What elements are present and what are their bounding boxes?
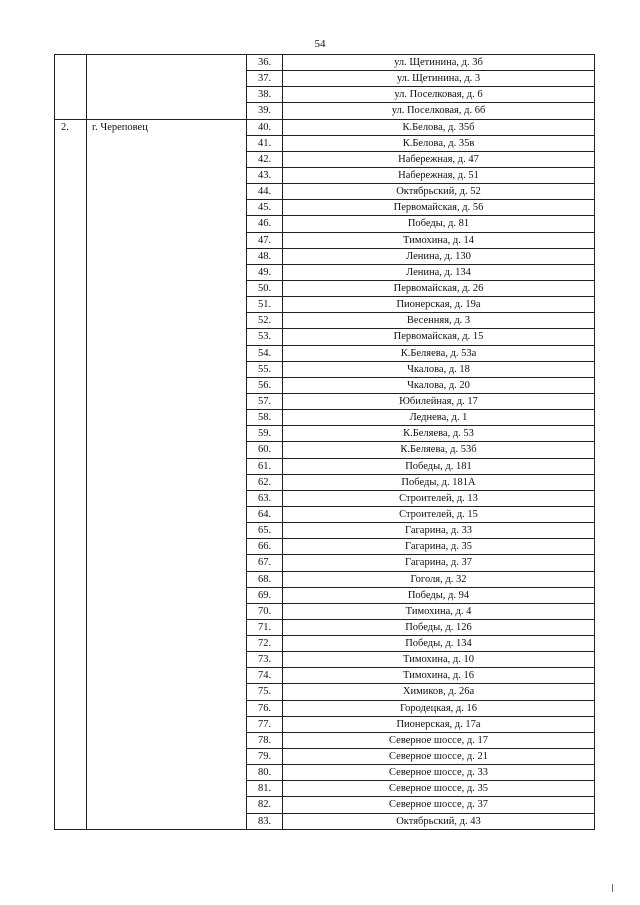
row-index-cell: 38.	[247, 87, 283, 103]
row-index-cell: 61.	[247, 458, 283, 474]
address-table	[54, 54, 595, 830]
address-cell: ул. Щетинина, д. 3	[283, 71, 595, 87]
row-index-cell: 52.	[247, 313, 283, 329]
row-index-cell: 42.	[247, 151, 283, 167]
address-table-frame	[54, 54, 595, 830]
row-index-cell: 36.	[247, 55, 283, 71]
row-index-cell: 58.	[247, 410, 283, 426]
row-index-cell: 39.	[247, 103, 283, 119]
address-cell: Тимохина, д. 14	[283, 232, 595, 248]
address-cell: Городецкая, д. 16	[283, 700, 595, 716]
table-row	[55, 55, 595, 71]
row-index-cell: 74.	[247, 668, 283, 684]
row-index-cell: 55.	[247, 361, 283, 377]
row-index-cell: 72.	[247, 636, 283, 652]
address-cell: Тимохина, д. 16	[283, 668, 595, 684]
row-index-cell: 67.	[247, 555, 283, 571]
row-index-cell: 80.	[247, 765, 283, 781]
row-index-cell: 43.	[247, 167, 283, 183]
row-index-cell: 81.	[247, 781, 283, 797]
row-index-cell: 83.	[247, 813, 283, 829]
row-index-cell: 68.	[247, 571, 283, 587]
address-cell: Северное шоссе, д. 33	[283, 765, 595, 781]
address-cell: Гагарина, д. 37	[283, 555, 595, 571]
address-cell: Ленина, д. 134	[283, 264, 595, 280]
row-index-cell: 51.	[247, 297, 283, 313]
address-cell: Пионерская, д. 19а	[283, 297, 595, 313]
address-cell: Победы, д. 94	[283, 587, 595, 603]
address-cell: Набережная, д. 51	[283, 167, 595, 183]
row-index-cell: 53.	[247, 329, 283, 345]
row-index-cell: 37.	[247, 71, 283, 87]
row-index-cell: 54.	[247, 345, 283, 361]
row-index-cell: 73.	[247, 652, 283, 668]
address-cell: Леднева, д. 1	[283, 410, 595, 426]
address-cell: Победы, д. 181	[283, 458, 595, 474]
address-cell: Строителей, д. 15	[283, 506, 595, 522]
section-number-cell	[55, 55, 87, 120]
row-index-cell: 79.	[247, 749, 283, 765]
address-cell: Победы, д. 81	[283, 216, 595, 232]
address-cell: Победы, д. 181А	[283, 474, 595, 490]
address-cell: Победы, д. 134	[283, 636, 595, 652]
row-index-cell: 66.	[247, 539, 283, 555]
row-index-cell: 65.	[247, 523, 283, 539]
address-cell: Гагарина, д. 35	[283, 539, 595, 555]
address-cell: К.Белова, д. 35б	[283, 119, 595, 135]
address-cell: ул. Поселковая, д. 6б	[283, 103, 595, 119]
row-index-cell: 47.	[247, 232, 283, 248]
row-index-cell: 45.	[247, 200, 283, 216]
address-cell: К.Беляева, д. 53а	[283, 345, 595, 361]
address-cell: Ленина, д. 130	[283, 248, 595, 264]
page-number: 54	[314, 38, 326, 50]
row-index-cell: 69.	[247, 587, 283, 603]
row-index-cell: 44.	[247, 184, 283, 200]
address-cell: Северное шоссе, д. 35	[283, 781, 595, 797]
address-cell: Весенняя, д. 3	[283, 313, 595, 329]
address-cell: ул. Поселковая, д. 6	[283, 87, 595, 103]
row-index-cell: 82.	[247, 797, 283, 813]
section-number-cell: 2.	[55, 119, 87, 829]
address-cell: Первомайская, д. 26	[283, 280, 595, 296]
row-index-cell: 59.	[247, 426, 283, 442]
address-cell: Юбилейная, д. 17	[283, 393, 595, 409]
address-cell: Чкалова, д. 20	[283, 377, 595, 393]
address-cell: Набережная, д. 47	[283, 151, 595, 167]
address-cell: Пионерская, д. 17а	[283, 716, 595, 732]
address-cell: ул. Щетинина, д. 3б	[283, 55, 595, 71]
row-index-cell: 77.	[247, 716, 283, 732]
row-index-cell: 71.	[247, 619, 283, 635]
scan-margin-mark	[612, 884, 613, 892]
address-cell: Октябрьский, д. 52	[283, 184, 595, 200]
row-index-cell: 40.	[247, 119, 283, 135]
address-cell: Северное шоссе, д. 21	[283, 749, 595, 765]
row-index-cell: 64.	[247, 506, 283, 522]
row-index-cell: 50.	[247, 280, 283, 296]
address-cell: Первомайская, д. 15	[283, 329, 595, 345]
address-cell: К.Беляева, д. 53	[283, 426, 595, 442]
address-cell: К.Беляева, д. 53б	[283, 442, 595, 458]
address-cell: Гагарина, д. 33	[283, 523, 595, 539]
address-table-body	[55, 55, 595, 830]
row-index-cell: 46.	[247, 216, 283, 232]
address-cell: Тимохина, д. 10	[283, 652, 595, 668]
row-index-cell: 49.	[247, 264, 283, 280]
address-cell: Северное шоссе, д. 17	[283, 732, 595, 748]
row-index-cell: 60.	[247, 442, 283, 458]
address-cell: Тимохина, д. 4	[283, 603, 595, 619]
row-index-cell: 56.	[247, 377, 283, 393]
address-cell: Гоголя, д. 32	[283, 571, 595, 587]
table-row	[55, 119, 595, 135]
address-cell: Первомайская, д. 56	[283, 200, 595, 216]
row-index-cell: 62.	[247, 474, 283, 490]
address-cell: Октябрьский, д. 43	[283, 813, 595, 829]
row-index-cell: 41.	[247, 135, 283, 151]
city-cell: г. Череповец	[87, 119, 247, 829]
address-cell: Строителей, д. 13	[283, 490, 595, 506]
address-cell: Северное шоссе, д. 37	[283, 797, 595, 813]
address-cell: Победы, д. 126	[283, 619, 595, 635]
address-cell: Химиков, д. 26а	[283, 684, 595, 700]
row-index-cell: 63.	[247, 490, 283, 506]
row-index-cell: 70.	[247, 603, 283, 619]
address-cell: К.Белова, д. 35в	[283, 135, 595, 151]
row-index-cell: 78.	[247, 732, 283, 748]
row-index-cell: 57.	[247, 393, 283, 409]
city-cell	[87, 55, 247, 120]
row-index-cell: 75.	[247, 684, 283, 700]
row-index-cell: 48.	[247, 248, 283, 264]
address-cell: Чкалова, д. 18	[283, 361, 595, 377]
row-index-cell: 76.	[247, 700, 283, 716]
